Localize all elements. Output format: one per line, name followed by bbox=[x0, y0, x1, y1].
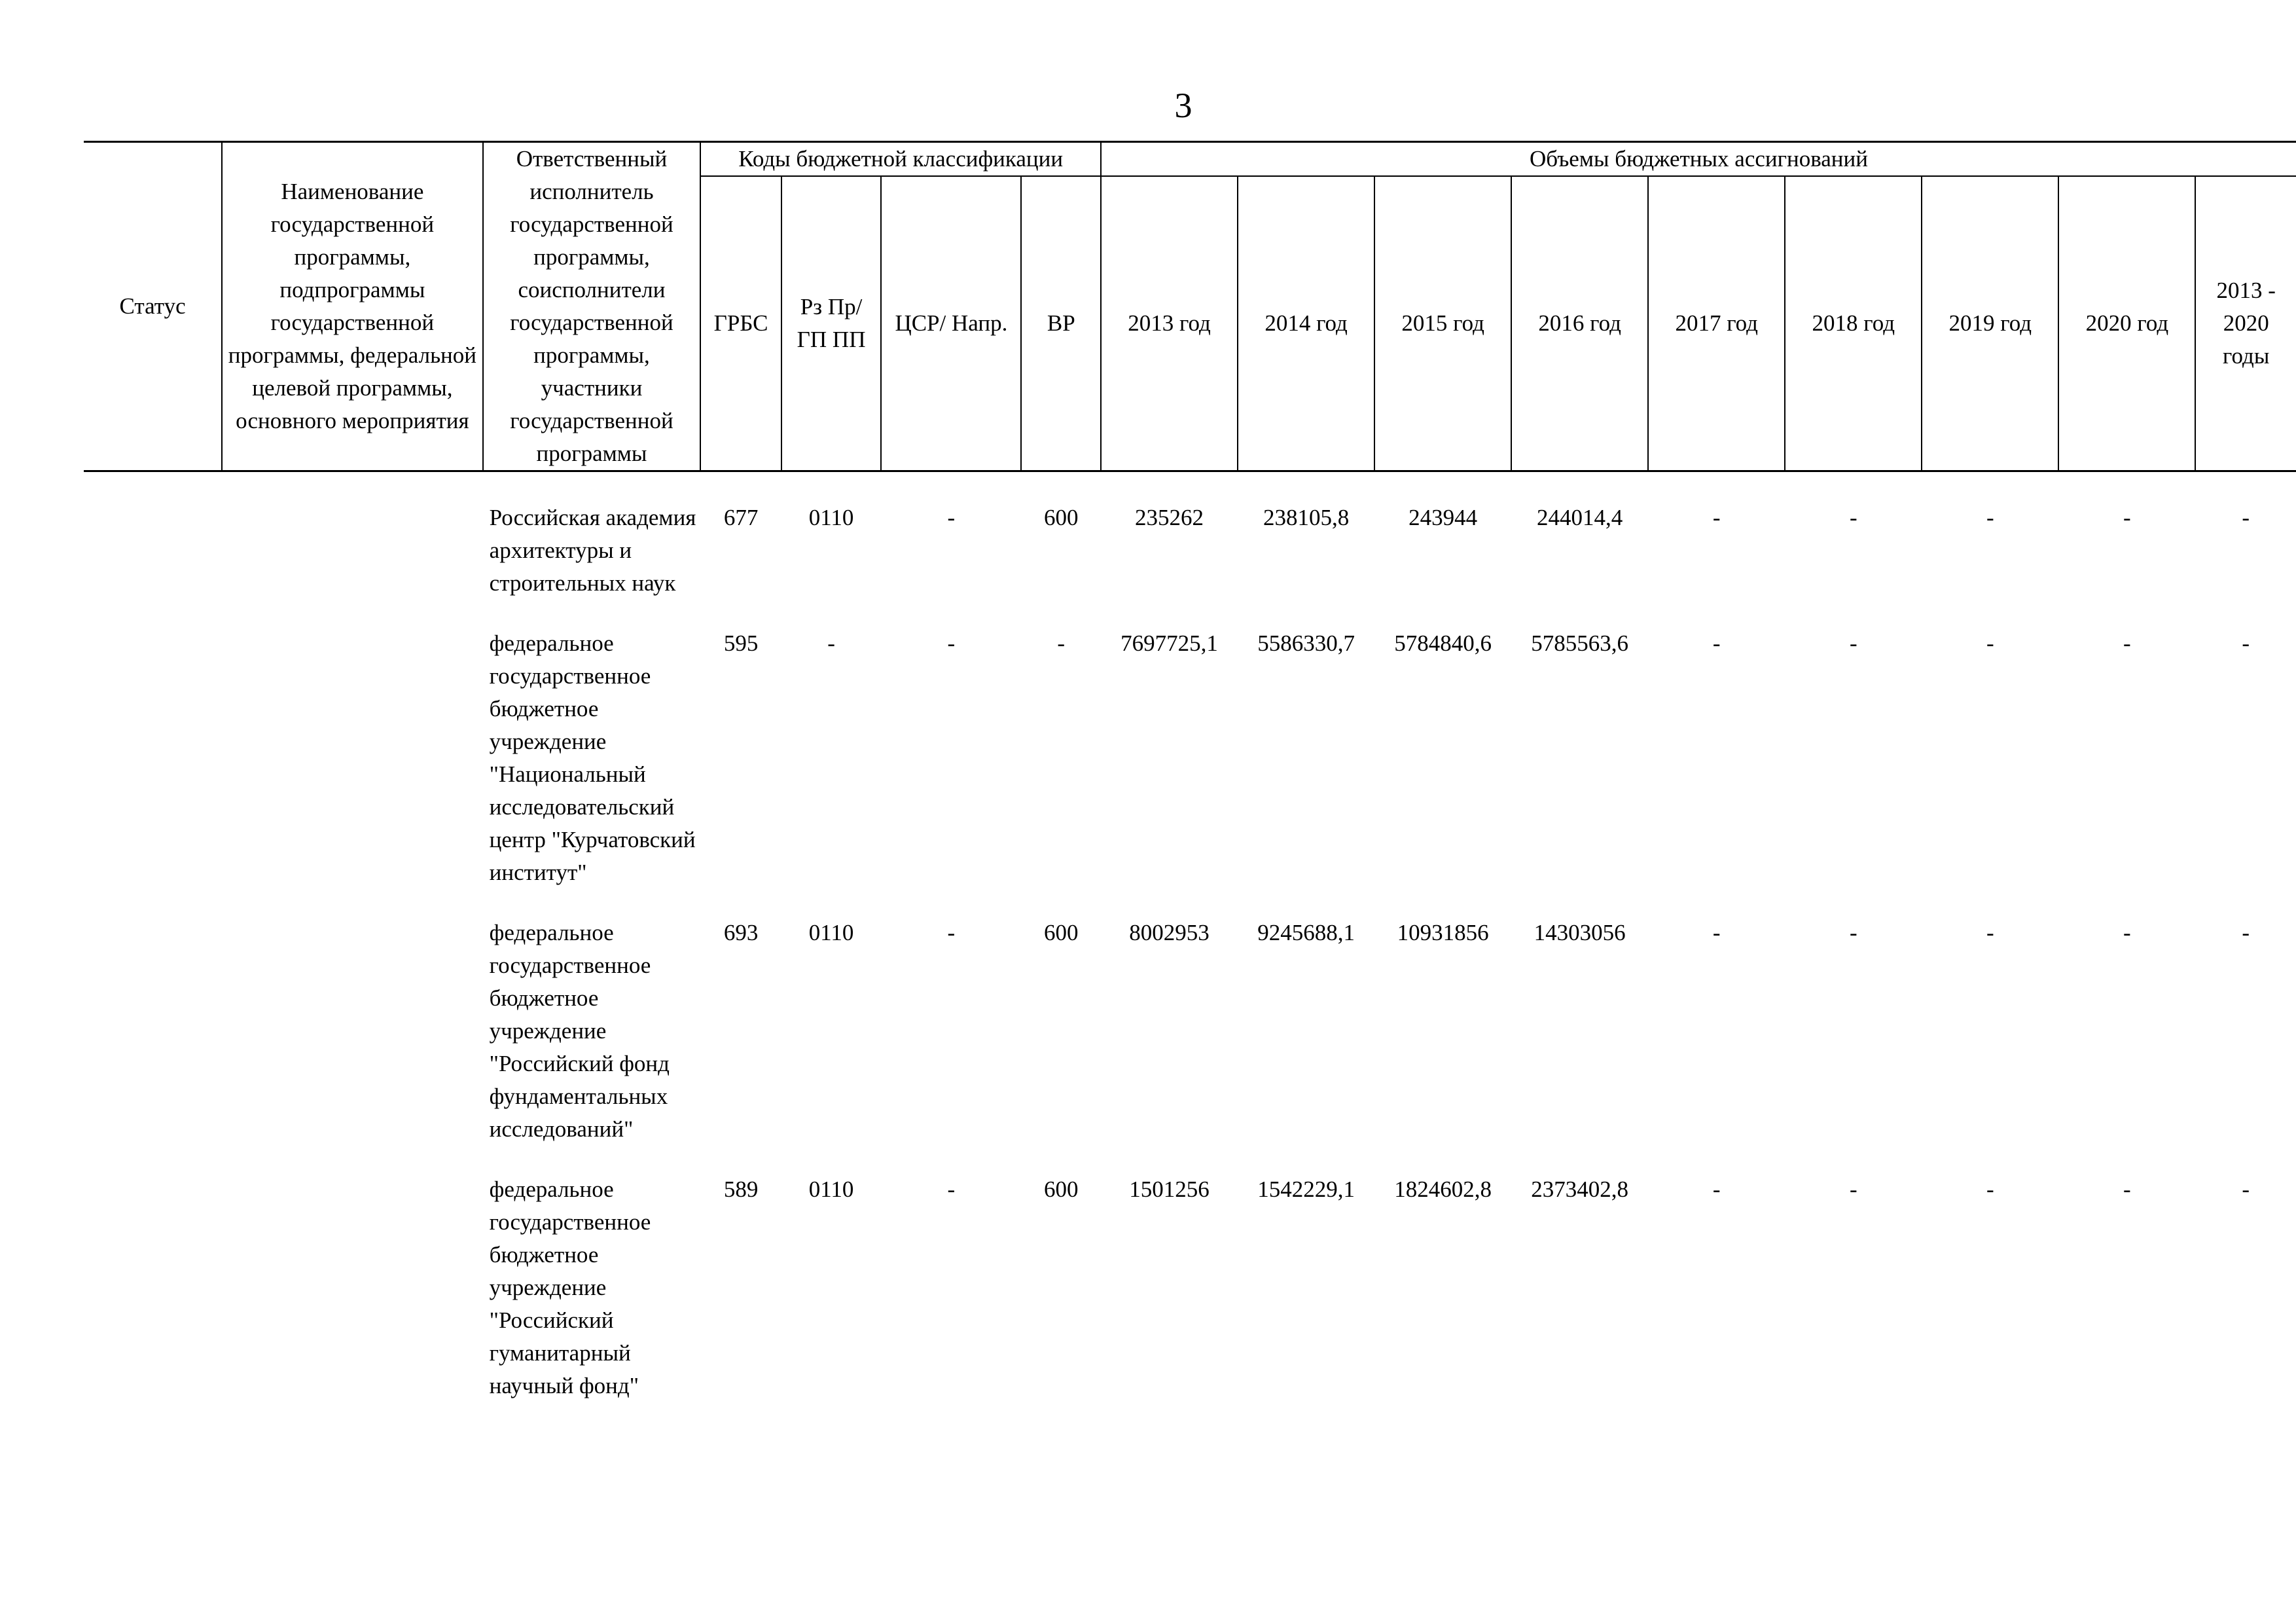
cell-status bbox=[84, 501, 222, 627]
cell-name bbox=[222, 917, 483, 1173]
cell-2019: - bbox=[1986, 920, 1994, 945]
cell-2020: - bbox=[2123, 920, 2131, 945]
cell-2015: 243944 bbox=[1408, 505, 1478, 530]
cell-2013: 1501256 bbox=[1129, 1176, 1210, 1202]
cell-total: - bbox=[2242, 920, 2250, 945]
cell-2016: 2373402,8 bbox=[1531, 1176, 1629, 1202]
cell-status bbox=[84, 1173, 222, 1430]
cell-grbs: 677 bbox=[723, 505, 759, 530]
cell-vr: - bbox=[1057, 630, 1066, 656]
cell-vr: 600 bbox=[1044, 920, 1079, 945]
spacer-row bbox=[84, 471, 2296, 502]
cell-2014: 238105,8 bbox=[1263, 505, 1350, 530]
table-row bbox=[84, 1173, 2296, 1430]
header-status: Статус bbox=[84, 142, 222, 471]
cell-2016: 5785563,6 bbox=[1531, 630, 1629, 656]
cell-2020: - bbox=[2123, 630, 2131, 656]
header-name: Наименование государственной программы, подпрограммы государственной программы, федеральной целевой программы, основного мероприятия bbox=[222, 142, 483, 471]
cell-2017: - bbox=[1712, 630, 1721, 656]
cell-2020: - bbox=[2123, 1176, 2131, 1202]
cell-2016: 244014,4 bbox=[1537, 505, 1623, 530]
cell-csr: - bbox=[947, 630, 956, 656]
header-year-2020: 2020 год bbox=[2058, 176, 2195, 471]
cell-vr: 600 bbox=[1044, 1176, 1079, 1202]
cell-2018: - bbox=[1849, 920, 1857, 945]
table-row bbox=[84, 627, 2296, 917]
cell-2017: - bbox=[1712, 505, 1721, 530]
cell-2019: - bbox=[1986, 505, 1994, 530]
cell-responsible: Российская академия архитектуры и строительных наук bbox=[489, 505, 696, 596]
cell-2018: - bbox=[1849, 630, 1857, 656]
cell-name bbox=[222, 627, 483, 917]
cell-rzpr: 0110 bbox=[808, 505, 854, 530]
cell-rzpr: 0110 bbox=[808, 1176, 854, 1202]
cell-name bbox=[222, 1173, 483, 1430]
header-year-2015: 2015 год bbox=[1374, 176, 1511, 471]
cell-2019: - bbox=[1986, 1176, 1994, 1202]
header-row-top bbox=[84, 142, 2296, 177]
header-year-2016: 2016 год bbox=[1511, 176, 1648, 471]
cell-2014: 1542229,1 bbox=[1257, 1176, 1355, 1202]
header-volumes-group: Объемы бюджетных ассигнований bbox=[1101, 142, 2296, 177]
cell-status bbox=[84, 627, 222, 917]
cell-status bbox=[84, 917, 222, 1173]
cell-2018: - bbox=[1849, 505, 1857, 530]
cell-2017: - bbox=[1712, 920, 1721, 945]
cell-2013: 235262 bbox=[1135, 505, 1204, 530]
cell-2018: - bbox=[1849, 1176, 1857, 1202]
cell-2014: 5586330,7 bbox=[1257, 630, 1355, 656]
header-year-2018: 2018 год bbox=[1785, 176, 1922, 471]
cell-2017: - bbox=[1712, 1176, 1721, 1202]
budget-table bbox=[84, 141, 2296, 1430]
cell-vr: 600 bbox=[1044, 505, 1079, 530]
cell-csr: - bbox=[947, 505, 956, 530]
cell-csr: - bbox=[947, 1176, 956, 1202]
header-responsible: Ответственный исполнитель государственной программы, соисполнители государственной программы, участники государственной программы bbox=[483, 142, 701, 471]
cell-2020: - bbox=[2123, 505, 2131, 530]
cell-2015: 10931856 bbox=[1397, 920, 1489, 945]
cell-grbs: 595 bbox=[723, 630, 759, 656]
header-code-vr: ВР bbox=[1021, 176, 1101, 471]
cell-grbs: 693 bbox=[723, 920, 759, 945]
cell-responsible: федеральное государственное бюджетное учреждение "Национальный исследовательский центр "Курчатовский институт" bbox=[489, 630, 696, 885]
cell-name bbox=[222, 501, 483, 627]
header-year-2014: 2014 год bbox=[1238, 176, 1374, 471]
cell-total: - bbox=[2242, 630, 2250, 656]
cell-rzpr: - bbox=[827, 630, 835, 656]
cell-2014: 9245688,1 bbox=[1257, 920, 1355, 945]
cell-responsible: федеральное государственное бюджетное учреждение "Российский фонд фундаментальных исследований" bbox=[489, 920, 670, 1142]
table-row bbox=[84, 501, 2296, 627]
cell-2015: 5784840,6 bbox=[1394, 630, 1492, 656]
header-year-total: 2013 - 2020 годы bbox=[2195, 176, 2296, 471]
cell-rzpr: 0110 bbox=[808, 920, 854, 945]
cell-2013: 8002953 bbox=[1129, 920, 1210, 945]
cell-2015: 1824602,8 bbox=[1394, 1176, 1492, 1202]
header-year-2013: 2013 год bbox=[1101, 176, 1238, 471]
header-code-grbs: ГРБС bbox=[700, 176, 781, 471]
cell-grbs: 589 bbox=[723, 1176, 759, 1202]
header-year-2019: 2019 год bbox=[1922, 176, 2058, 471]
header-code-csr: ЦСР/ Напр. bbox=[881, 176, 1021, 471]
cell-responsible: федеральное государственное бюджетное учреждение "Российский гуманитарный научный фонд" bbox=[489, 1176, 651, 1398]
cell-total: - bbox=[2242, 1176, 2250, 1202]
table-row bbox=[84, 917, 2296, 1173]
page-number: 3 bbox=[1174, 86, 1193, 125]
cell-2016: 14303056 bbox=[1534, 920, 1626, 945]
budget-table-container bbox=[84, 141, 2296, 1430]
header-codes-group: Коды бюджетной классификации bbox=[700, 142, 1101, 177]
cell-csr: - bbox=[947, 920, 956, 945]
header-code-rzpr: Рз Пр/ ГП ПП bbox=[781, 176, 881, 471]
header-year-2017: 2017 год bbox=[1648, 176, 1785, 471]
cell-2013: 7697725,1 bbox=[1121, 630, 1218, 656]
cell-total: - bbox=[2242, 505, 2250, 530]
cell-2019: - bbox=[1986, 630, 1994, 656]
